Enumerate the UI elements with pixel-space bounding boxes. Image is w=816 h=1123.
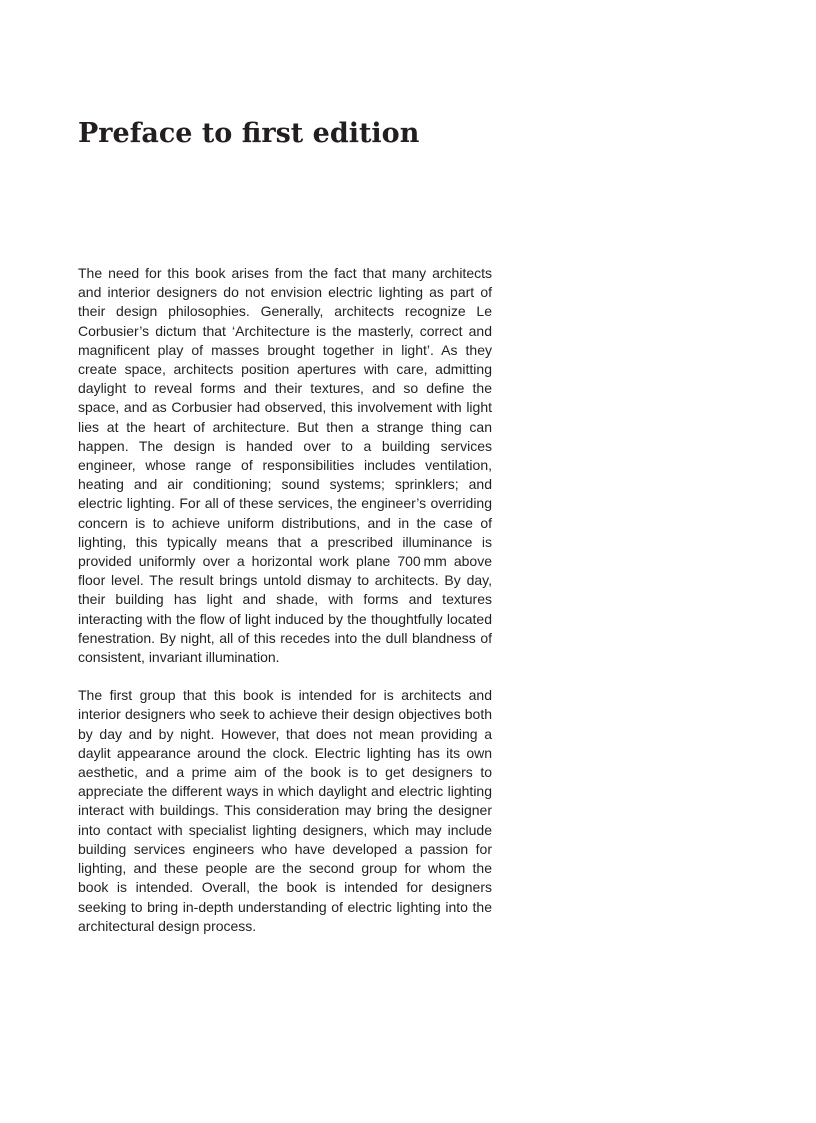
- page-title: Preface to first edition: [78, 118, 420, 149]
- preface-body: [78, 264, 492, 936]
- paragraph-2: The first group that this book is intended for is architects and interior designers who seek to achieve their design objectives both by day and by night. However, that does not mean providing a daylit appearance around the clock. Electric lighting has its own aesthetic, and a prime aim of the book is to get designers to appreciate the different ways in which daylight and electric lighting interact with buildings. This consideration may bring the designer into contact with specialist lighting designers, which may include building services engineers who have developed a passion for lighting, and these people are the second group for whom the book is intended. Overall, the book is intended for designers seeking to bring in-depth understanding of electric lighting into the architectural design process.: [78, 687, 492, 934]
- paragraph-1: The need for this book arises from the fact that many architects and interior designers do not envision electric lighting as part of their design philosophies. Generally, architects recognize Le Corbusier’s dictum that ‘Architecture is the masterly, correct and magnificent play of masses brought together in light’. As they create space, architects position apertures with care, admitting daylight to reveal forms and their textures, and so define the space, and as Corbusier had observed, this involvement with light lies at the heart of architecture. But then a strange thing can happen. The design is handed over to a building services engineer, whose range of responsibilities includes ventilation, heating and air conditioning; sound systems; sprinklers; and electric lighting. For all of these services, the engineer’s overriding concern is to achieve uniform distributions, and in the case of lighting, this typically means that a prescribed illuminance is provided uniformly over a horizontal work plane 700 mm above floor level. The result brings untold dismay to architects. By day, their building has light and shade, with forms and textures interacting with the flow of light induced by the thoughtfully located fenestration. By night, all of this recedes into the dull blandness of consistent, invariant illumination.: [78, 265, 492, 666]
